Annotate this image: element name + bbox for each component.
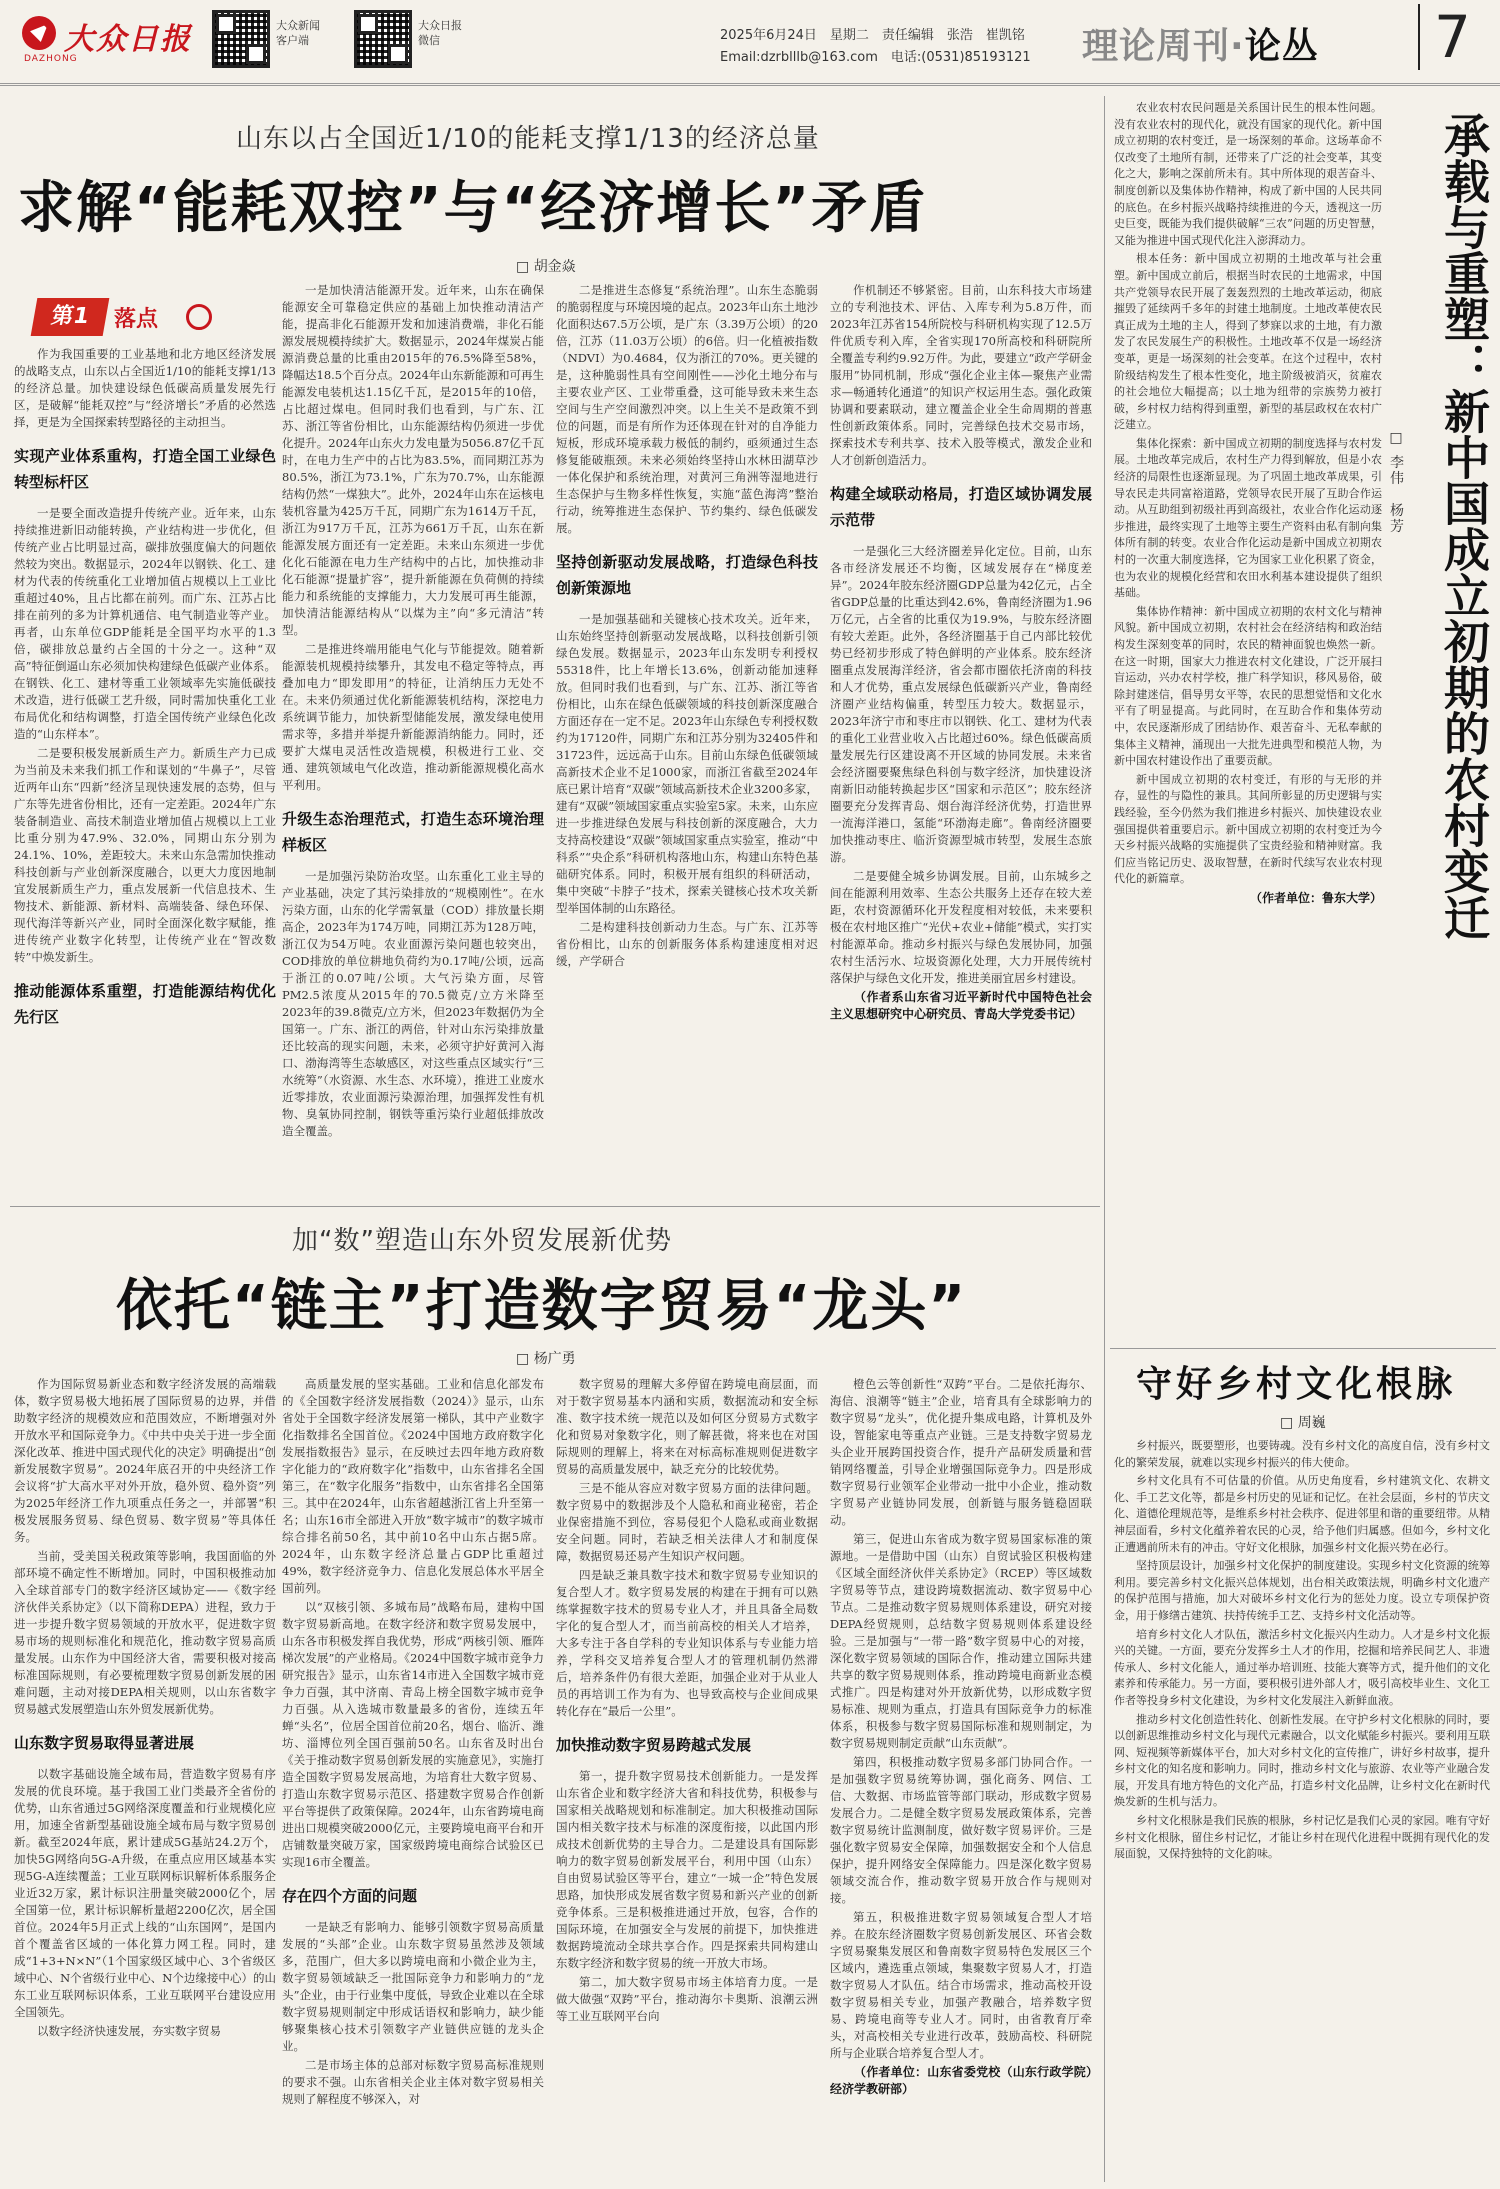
author-note: （作者单位：山东省委党校（山东行政学院）经济学教研部）: [830, 2065, 1092, 2096]
subheading: 坚持创新驱动发展战略，打造绿色科技创新策源地: [556, 553, 818, 597]
article4-body: [1114, 1438, 1490, 2182]
article2-headline[interactable]: 依托“链主”打造数字贸易“龙头”: [116, 1274, 968, 1339]
paragraph: 坚持顶层设计，加强乡村文化保护的制度建设。实现乡村文化资源的统筹利用。要完善乡村文化振兴总体规划，出台相关政策法规，明确乡村文化遗产的保护范围与措施，加大对破坏乡村文化行为的惩处力度。设立专项保护资金，用于修缮古建筑、扶持传统手工艺、支持乡村文化活动等。: [1114, 1559, 1490, 1622]
paragraph: 当前，受美国关税政策等影响，我国面临的外部环境不确定性不断增加。同时，中国积极推动加入全球首部专门的数字经济区域协定——《数字经济伙伴关系协定》（以下简称DEPA）进程，致力于进一步提升数字贸易领域的开放水平，促进数字贸易市场的规则标准化和规范化，推动数字贸易高质量发展。山东作为中国经济大省，需要积极对接高标准国际规则，有必要梳理数字贸易创新发展的困难问题，主动对接DEPA相关规则，以山东省数字贸易越式发展塑造山东外贸发展新优势。: [14, 1549, 276, 1716]
divider: [10, 1206, 1100, 1207]
newspaper-logo[interactable]: [22, 14, 192, 64]
paragraph: 二是市场主体的总部对标数字贸易高标准规则的要求不强。山东省相关企业主体对数字贸易相关规则了解程度不够深入，对: [282, 2058, 544, 2106]
subheading: 加快推动数字贸易跨越式发展: [556, 1736, 752, 1754]
paragraph: 第四，积极推动数字贸易多部门协同合作。一是加强数字贸易统筹协调，强化商务、网信、工信、大数据、市场监管等部门联动，形成数字贸易发展合力。二是健全数字贸易发展政策体系，完善数字贸易统计监测制度，做好数字贸易评价。三是强化数字贸易安全保障，加强数据安全和个人信息保护，提升网络安全保障能力。四是深化数字贸易领域交流合作，推动数字贸易开放合作与规则对接。: [830, 1755, 1092, 1905]
author-note: （作者系山东省习近平新时代中国特色社会主义思想研究中心研究员、青岛大学党委书记）: [830, 990, 1092, 1021]
article1-column-2: [282, 282, 544, 1192]
masthead: [0, 0, 1500, 86]
section-name: 论丛: [1244, 26, 1319, 67]
article3-body: [1114, 100, 1382, 1340]
subheading: 山东数字贸易取得显著进展: [14, 1734, 195, 1752]
subheading: 实现产业体系重构，打造全国工业绿色转型标杆区: [14, 447, 276, 491]
section-prefix: 理论周刊: [1082, 26, 1231, 67]
logo-subtext: DAZHONG: [24, 54, 78, 64]
paragraph: 根本任务：新中国成立初期的土地改革与社会重塑。新中国成立前后，根据当时农民的土地需求，中国共产党领导农民开展了轰轰烈烈的土地改革运动，彻底摧毁了延续两千多年的封建土地制度。土地改革使农民真正成为土地的主人，得到了梦寐以求的土地，有力激发了农民发展生产的积极性。土地改革不仅是一场经济变革，更是一场深刻的社会变革。在这个过程中，农村阶级结构发生了根本性变化，地主阶级被消灭，贫雇农的社会地位大幅提高；以土地为纽带的宗族势力被打破，乡村权力结构得到重塑，新型的基层政权在农村广泛建立。: [1114, 252, 1382, 432]
paragraph: 二是要健全城乡协调发展。目前，山东城乡之间在能源利用效率、生态公共服务上还存在较大差距，农村资源循环化开发程度相对较低，未来要积极在农村地区推广“光伏+农业+储能”模式，实打实村能源革命。推动乡村振兴与绿色发展协同，加强农村生活污水、垃圾资源化处理，大力开展传统村落保护与绿色文化开发，推进美丽宜居乡村建设。: [830, 869, 1092, 985]
article2-byline: □ 杨广勇: [516, 1348, 576, 1368]
paragraph: 数字贸易的理解大多停留在跨境电商层面，而对于数字贸易基本内涵和实质，数据流动和安全标准、数字技术统一规范以及如何区分贸易方式数字化和贸易对象数字化，则了解甚微，将来也在对国际规则的理解上，将来在对标高标准规则促进数字贸易的高质量发展中，缺乏充分的比较优势。: [556, 1377, 818, 1476]
paragraph: 作为国际贸易新业态和数字经济发展的高端载体，数字贸易极大地拓展了国际贸易的边界，并借助数字经济的规模效应和范围效应，不断增强对外开放水平和国际竞争力。《中共中央关于进一步全面深化改革、推进中国式现代化的决定》明确提出“创新发展数字贸易”。2024年底召开的中央经济工作会议将“扩大高水平对外开放，稳外贸、稳外资”列为2025年经济工作九项重点任务之一，并部署“积极发展服务贸易、绿色贸易、数字贸易”等具体任务。: [14, 1377, 276, 1544]
paragraph: 作机制还不够紧密。目前，山东科技大市场建立的专利池技术、评估、入库专利为5.8万件，而2023年江苏省154所院校与科研机构实现了12.5万件优质专利入库，全省实现170所高校和科研院所全覆盖专利约9.92万件。为此，要建立“政产学研金服用”协同机制，形成“强化企业主体—聚焦产业需求—畅通转化通道”的知识产权运用生态。强化政策协调和要素联动，建立覆盖企业全生命周期的普惠性创新政策体系。同时，完善绿色技术交易市场，探索技术专利共享、技术入股等模式，激发企业和人才创新创造活力。: [830, 283, 1092, 467]
qr-label-wechat: 大众日报 微信: [418, 19, 462, 47]
paragraph: 一是强化三大经济圈差异化定位。目前，山东各市经济发展还不均衡，区域发展存在“梯度差异”。2024年胶东经济圈GDP总量为42亿元，占全省GDP总量的比重达到42.6%，鲁南经济圈为1.96万亿元，占全省的比重仅为19.9%，与胶东经济圈有较大差距。此外，各经济圈基于自己内部比较优势已经初步形成了特色鲜明的产业体系。胶东经济圈重点发展海洋经济，省会都市圈依托济南的科技和人才优势，重点发展绿色低碳新兴产业，鲁南经济圈产业结构偏重，转型压力较大。数据显示，2023年济宁市和枣庄市以钢铁、化工、建材为代表的重化工业营业收入占比超过60%。绿色低碳高质量发展先行区建设离不开区域的协同发展。未来省会经济圈要聚焦绿色科创与数字经济，加快建设济南新旧动能转换起步区“国家和示范区”；胶东经济圈要充分发挥青岛、烟台海洋经济优势，打造世界一流海洋港口，氢能“环渤海走廊”。鲁南经济圈要加快推动枣庄、临沂资源型城市转型，发展生态旅游。: [830, 544, 1092, 864]
paragraph: 二是要积极发展新质生产力。新质生产力已成为当前及未来我们抓工作和谋划的“牛鼻子”，尽管近两年山东“四新”经济呈现快速发展的态势，但与广东等先进省份相比，还有一定差距。2024年广东装备制造业、高技术制造业增加值占规模以上工业比重分别为47.9%、32.0%，同期山东分别为24.1%、10%，差距较大。未来山东急需加快推动科技创新与产业创新深度融合，以更大力度因地制宜发展新质生产力，重点发展新一代信息技术、生物技术、新能源、新材料、高端装备、绿色环保、现代海洋等新兴产业，同时全面深化数字赋能，推进传统产业数字化转型，让传统产业在“智改数转”中焕发新生。: [14, 746, 276, 964]
paragraph: 三是不能从容应对数字贸易方面的法律问题。数字贸易中的数据涉及个人隐私和商业秘密，若企业保密措施不到位，容易侵犯个人隐私或商业数据安全问题。同时，若缺乏相关法律人才和制度保障，数据贸易还易产生知识产权问题。: [556, 1481, 818, 1563]
paragraph: 以“双核引领、多城布局”战略布局，建构中国数字贸易新高地。在数字经济和数字贸易发展中，山东各市积极发挥自我优势，形成“两核引领、雁阵梯次发展”的产业格局。《2024中国数字城市竞争力研究报告》显示，山东省14市进入全国数字城市竞争力百强，其中济南、青岛上榜全国数字城市竞争力百强。从入选城市数量最多的省份，连续五年蝉“头名”，位居全国首位前20名，烟台、临沂、潍坊、淄博位列全国百强前50名。山东省及时出台《关于推动数字贸易创新发展的实施意见》，实施打造全国数字贸易发展高地，为培育壮大数字贸易、打造山东数字贸易示范区、搭建数字贸易合作创新平台等提供了政策保障。2024年，山东省跨境电商进出口规模突破2000亿元，主要跨境电商平台和开店铺数量突破万家，国家级跨境电商综合试验区已实现16市全覆盖。: [282, 1600, 544, 1869]
subheading: 升级生态治理范式，打造生态环境治理样板区: [282, 810, 544, 854]
contact-line: Email:dzrblllb@163.com 电话:(0531)85193121: [720, 50, 1031, 65]
subheading: 构建全域联动格局，打造区域协调发展示范带: [830, 485, 1092, 529]
paragraph: 集体化探索：新中国成立初期的制度选择与农村发展。土地改革完成后，农村生产力得到解放，但是小农经济的局限性也逐渐显现。为了巩固土地改革成果，引导农民走共同富裕道路，党领导农民开展了互助合作运动。从互助组到初级社再到高级社，农业合作化运动逐步推进，最终实现了土地等主要生产资料由私有制向集体所有制的转变。农业合作化运动是新中国成立初期农村的一次重大制度选择，它为国家工业化积累了资金，也为农业的规模化经营和农田水利基本建设提供了组织基础。: [1114, 436, 1382, 600]
paragraph: 二是构建科技创新动力生态。与广东、江苏等省份相比，山东的创新服务体系构建速度相对迟缓，产学研合: [556, 920, 818, 968]
qr-code-icon[interactable]: [354, 10, 412, 68]
article1-headline[interactable]: 求解“能耗双控”与“经济增长”矛盾: [18, 176, 928, 241]
article1-byline: □ 胡金焱: [516, 256, 576, 276]
qr-label-app: 大众新闻 客户端: [276, 19, 320, 47]
paragraph: 乡村文化根脉是我们民族的根脉，乡村记忆是我们心灵的家园。唯有守好乡村文化根脉，留住乡村记忆，才能让乡村在现代化进程中既拥有现代化的发展面貌，又保持独特的文化韵味。: [1114, 1814, 1490, 1861]
paragraph: 第三，促进山东省成为数字贸易国家标准的策源地。一是借助中国（山东）自贸试验区积极构建《区域全面经济伙伴关系协定》（RCEP）等区域数字贸易等节点，建设跨境数据流动、数字贸易中心节点。二是推动数字贸易规则体系建设，研究对接DEPA经贸规则，总结数字贸易规则体系建设经验。三是加强与“一带一路”数字贸易中心的对接，深化数字贸易领域的国际合作，推动建立国际共建共享的数字贸易规则体系，推动跨境电商新业态模式推广。四是构建对外开放新优势，以形成数字贸易标准、规则为重点，打造具有国际竞争力的标准体系，积极参与数字贸易国际标准和规则制定，为数字贸易规则制定贡献“山东贡献”。: [830, 1532, 1092, 1750]
paragraph: 以数字经济快速发展，夯实数字贸易: [37, 2024, 221, 2038]
paragraph: 农业农村农民问题是关系国计民生的根本性问题。没有农业农村的现代化，就没有国家的现代化。新中国成立初期的农村变迁，是一场深刻的革命。这场革命不仅改变了土地所有制，还带来了广泛的社会变革，其变化之大，影响之深前所未有。其中所体现的艰苦奋斗、制度创新以及集体协作精神，构成了新中国的人民共同的底色。在乡村振兴战略持续推进的今天，透视这一历史巨变，既能为我们提供破解“三农”问题的历史智慧，又能为推进中国式现代化注入澎湃动力。: [1114, 101, 1382, 247]
paragraph: 第五，积极推进数字贸易领域复合型人才培养。在胶东经济圈数字贸易创新发展区、环省会数字贸易聚集发展区和鲁南数字贸易特色发展区三个区域内，遴选重点领域，集聚数字贸易人才，打造数字贸易人才队伍。结合市场需求，推动高校开设数字贸易相关专业，加强产教融合，培养数字贸易、跨境电商等专业人才。同时，由省教育厅牵头，对高校相关专业进行改革，鼓励高校、科研院所与企业联合培养复合型人才。: [830, 1910, 1092, 2060]
paragraph: 一是缺乏有影响力、能够引领数字贸易高质量发展的“头部”企业。山东数字贸易虽然涉及领域多，范围广，但大多以跨境电商和小微企业为主，数字贸易领域缺乏一批国际竞争力和影响力的“龙头”企业，由于行业集中度低，导致企业难以在全球数字贸易规则制定中形成话语权和影响力，缺少能够聚集核心技术引领数字产业链供应链的龙头企业。: [282, 1920, 544, 2053]
paragraph: 新中国成立初期的农村变迁，有形的与无形的并存，显性的与隐性的兼具。其间所彰显的历史逻辑与实践经验，至今仍然为我们推进乡村振兴、加快建设农业强国提供着重要启示。新中国成立初期的农村变迁为今天乡村振兴战略的实施提供了宝贵经验和精神财富。我们应当铭记历史、汲取智慧，在新时代续写农业农村现代化的新篇章。: [1114, 772, 1382, 886]
qr-code-icon[interactable]: [212, 10, 270, 68]
paragraph: 一是加强基础和关键核心技术攻关。近年来，山东始终坚持创新驱动发展战略，以科技创新引领绿色发展。数据显示，2023年山东发明专利授权55318件，比上年增长13.6%，创新动能加速释放。但同时我们也看到，与广东、江苏、浙江等省份相比，山东在绿色低碳领域的科技创新深度融合方面还存在一定不足。2023年山东绿色专利授权数约为17120件，同期广东和江苏分别为32405件和31723件，远远高于山东。目前山东绿色低碳领域高新技术企业不足1000家，而浙江省截至2024年底已累计培育“双碳”领域高新技术企业3200多家，建有“双碳”领域国家重点实验室5家。未来，山东应进一步推进绿色发展与科技创新的深度融合，大力支持高校建设“双碳”领域国家重点实验室，推动“中科系”“央企系”科研机构落地山东，构建山东特色基础研究体系。同时，积极开展有组织的科研活动，集中突破“卡脖子”技术，探索关键核心技术攻关新型举国体制的山东路径。: [556, 612, 818, 915]
column-divider: [1104, 96, 1105, 2182]
author-note: （作者单位：鲁东大学）: [1249, 890, 1382, 905]
paragraph: 第二，加大数字贸易市场主体培育力度。一是做大做强“双跨”平台，推动海尔卡奥斯、浪潮云洲等工业互联网平台向: [556, 1975, 818, 2023]
paragraph: 以数字基础设施全域布局，营造数字贸易有序发展的优良环境。基于我国工业门类最齐全省份的优势，山东省通过5G网络深度覆盖和行业规模化应用，加速全省新型基础设施全域布局与数字贸易创新。截至2024年底，累计建成5G基站24.2万个，加快5G网络向5G-A升级，在重点应用区域基本实现5G-A连续覆盖；工业互联网标识解析体系服务企业近32万家，累计标识注册量突破2000亿个，居全国第一位，累计标识解析量超2200亿次，居全国首位。2024年5月正式上线的“山东国网”，是国内首个覆盖省区域的一体化算力网工程。同时，建成“1+3+N×N”（1个国家级区域中心、3个省级区域中心、N个省级行业中心、N个边缘接中心）的山东工业互联网标识体系，工业互联网平台建设应用全国领先。: [14, 1767, 276, 2019]
paragraph: 高质量发展的坚实基础。工业和信息化部发布的《全国数字经济发展指数（2024）》显示，山东省处于全国数字经济发展第一梯队，其中产业数字化指数排名全国首位。《2024中国地方政府数字化发展指数报告》显示，在反映过去四年地方政府数字化能力的“政府数字化”指数中，山东省排名全国第三，在“数字化服务”指数中，山东省排名全国第三。其中在2024年，山东省超越浙江省上升至第一名；山东16市全部进入开放“数字城市”的数字城市综合排名前50名，其中前10名中山东占据5席。2024年，山东数字经济总量占GDP比重超过49%，数字经济竞争力、信息化发展总体水平居全国前列。: [282, 1377, 544, 1595]
paragraph: 二是推进生态修复“系统治理”。山东生态脆弱的脆弱程度与环境因境的起点。2023年山东土地沙化面积达67.5万公顷，是广东（3.39万公顷）的20倍，江苏（11.03万公顷）的6倍。归一化植被指数（NDVI）为0.4684，仅为浙江的70%。更关键的是，这种脆弱性具有空间刚性——沙化土地分布与主要农业产区、工业带重叠，这可能导致未来生态空间与生产空间激烈冲突。以上生关不是政策不到位的问题，而是有所作为还体现在针对的自净能力短板，形成环境承载力极低的制约，亟须通过生态修复能破瓶颈。未来必须始终坚持山水林田湖草沙一体化保护和系统治理，对黄河三角洲等湿地进行生态保护与生物多样性恢复，实施“蓝色海湾”整治行动，统筹推进生态保护、节约集约、绿色低碳发展。: [556, 283, 818, 535]
subheading: 存在四个方面的问题: [282, 1887, 418, 1905]
article1-column-4: [830, 282, 1092, 1192]
divider: [1110, 1348, 1496, 1349]
article2-column-4: [830, 1376, 1092, 2182]
article4-title[interactable]: 守好乡村文化根脉: [1136, 1363, 1457, 1405]
article2-kicker: 加“数”塑造山东外贸发展新优势: [292, 1226, 672, 1256]
article2-column-1: [14, 1376, 276, 2182]
section-dot: ·: [1230, 26, 1245, 67]
paragraph: 一是要全面改造提升传统产业。近年来，山东持续推进新旧动能转换，产业结构进一步优化，但传统产业占比明显过高，碳排放强度偏大的问题依然较为突出。数据显示，2024年以钢铁、化工、建材为代表的传统重化工业增加值占规模以上工业比重超过40%，且占比都在前列。而广东、江苏占比排在前列的多为计算机通信、电气制造业等产业。再者，山东单位GDP能耗是全国平均水平的1.3倍，碳排放总量约占全国的十分之一。这种“双高”特征倒逼山东必须加快构建绿色低碳产业体系。在钢铁、化工、建材等重工业领域率先实施低碳技术改造，进行低碳工艺升级，同时需加快重化工业布局优化和结构调整，打造全国传统产业绿色化改造的“山东样本”。: [14, 506, 276, 741]
paragraph: 乡村文化具有不可估量的价值。从历史角度看，乡村建筑文化、农耕文化、手工艺文化等，都是乡村历史的见证和记忆。在社会层面，乡村的节庆文化、道德伦理规范等，是维系乡村社会秩序、促进邻里和谐的重要纽带。从精神层面看，乡村文化蕴养着农民的心灵，给予他们归属感。但如今，乡村文化正遭遇前所未有的冲击。守好文化根脉，加强乡村文化振兴势在必行。: [1114, 1474, 1490, 1554]
article3-title[interactable]: 承载与重塑：新中国成立初期的农村变迁: [1437, 112, 1491, 940]
paragraph: 二是推进终端用能电气化与节能提效。随着新能源装机规模持续攀升，其发电不稳定等特点，再叠加电力“即发即用”的特征，让消纳压力无处不在。未来仍须通过优化新能源装机结构，深挖电力系统调节能力，加快新型储能发展，激发绿电使用需求等，多措并举提升新能源消纳能力。同时，还要扩大煤电灵活性改造规模，积极进行工业、交通、建筑领域电气化改造，推动新能源规模化高水平利用。: [282, 642, 544, 792]
section-title: [1082, 18, 1319, 69]
byline-text: 李伟 杨芳: [1388, 454, 1404, 535]
paragraph: 集体协作精神：新中国成立初期的农村文化与精神风貌。新中国成立初期，农村社会在经济结构和政治结构发生深刻变革的同时，农民的精神面貌也焕然一新。在这一时期，国家大力推进农村文化建设，广泛开展扫盲运动，兴办农村学校，推广科学知识，移风易俗，破除封建迷信，倡导男女平等，农民的思想觉悟和文化水平有了明显提高。与此同时，在互助合作和集体劳动中，农民逐渐形成了团结协作、艰苦奋斗、无私奉献的集体主义精神，涌现出一大批先进典型和模范人物，为新中国农村建设作出了重要贡献。: [1114, 604, 1382, 768]
paragraph: 乡村振兴，既要塑形，也要铸魂。没有乡村文化的高度自信，没有乡村文化的繁荣发展，就难以实现乡村振兴的伟大使命。: [1114, 1439, 1490, 1469]
logo-text: 大众日报: [64, 22, 192, 57]
article1-badge: [34, 298, 184, 338]
paragraph: 第一，提升数字贸易技术创新能力。一是发挥山东省企业和数字经济大省和科技优势，积极参与国家相关战略规划和标准制定。加大积极推动国际国内相关数字技术与标准的深度衔接，以此国内形成技术创新优势的主导合力。二是建设具有国际影响力的数字贸易创新发展平台，利用中国（山东）自由贸易试验区等平台，建立“一城一企”特色发展思路，加快形成发展省数字贸易和新兴产业的创新竞争体系。三是积极推进通过开放，包容，合作的国际环境，在加强安全与发展的前提下，加快推进数据跨境流动全球共享合作。四是探索共同构建山东数字经济和数字贸易的统一开放大市场。: [556, 1769, 818, 1970]
paragraph: 四是缺乏兼具数字技术和数字贸易专业知识的复合型人才。数字贸易发展的构建在于拥有可以熟练掌握数字技术的贸易专业人才，并且具备全局数字化的复合型人才，而当前高校的相关人才培养，大多专注于各自学科的专业知识体系与专业能力培养，学科交叉培养复合型人才的管理机制仍然滞后，培养条件仍有很大差距，加强企业对于从业人员的再培训工作为有为、也导致高校与企业间成果转化存在“最后一公里”。: [556, 1568, 818, 1718]
target-icon: [186, 304, 212, 330]
paragraph: 一是加快清洁能源开发。近年来，山东在确保能源安全可靠稳定供应的基础上加快推动清洁产能，提高非化石能源开发和加速消费端，非化石能源发展规模持续扩大。数据显示，2024年煤炭占能源消费总量的比重由2015年的76.5%降至58%，降幅达18.5个百分点。2024年山东新能源和可再生能源发电装机达1.15亿千瓦，是2015年的10倍，占比超过煤电。但同时我们也看到，与广东、江苏、浙江等省份相比，山东能源结构仍须进一步优化提升。2024年山东火力发电量为5056.87亿千瓦时，在电力生产中的占比为83.5%，而同期江苏为80.5%，浙江为73.1%，广东为70.7%，山东能源结构仍然“一煤独大”。此外，2024年山东在运核电装机容量为425万千瓦，同期广东为1614万千瓦，浙江为917万千瓦，江苏为661万千瓦，山东在新能源发展方面还有一定差距。未来山东须进一步优化化石能源在电力生产结构中的占比，加快推动非化石能源“提量扩容”，提升新能源在负荷侧的持续能力和系统能的支撑能力，大力发展可再生能源，加快清洁能源结构从“以煤为主”向“多元清洁”转型。: [282, 283, 544, 637]
article1-column-3: [556, 282, 818, 1192]
article2-column-3: [556, 1376, 818, 2182]
subheading: 推动能源体系重塑，打造能源结构优化先行区: [14, 982, 276, 1026]
paragraph: 培育乡村文化人才队伍，激活乡村文化振兴内生动力。人才是乡村文化振兴的关键。一方面，要充分发挥乡土人才的作用，挖掘和培养民间艺人、非遗传承人、乡村文化能人，通过举办培训班、技能大赛等方式，提升他们的文化素养和传承能力。另一方面，要积极引进外部人才，吸引高校毕业生、文化工作者等投身乡村文化建设，为乡村文化发展注入新鲜血液。: [1114, 1627, 1490, 1707]
badge-text: 落点: [114, 307, 159, 332]
date-editor-line: 2025年6月24日 星期二 责任编辑 张浩 崔凯铭: [720, 28, 1025, 43]
article3-byline: □ 李伟 杨芳: [1388, 430, 1404, 535]
logo-mark-icon: [22, 16, 56, 50]
page-number: 7: [1418, 4, 1471, 70]
article1-column-1: [14, 346, 276, 1192]
paragraph: 作为我国重要的工业基地和北方地区经济发展的战略支点，山东以占全国近1/10的能耗支撑1/13的经济总量。加快建设绿色低碳高质量发展先行区，是破解“能耗双控”与“经济增长”矛盾的必然选择，更是为全国探索转型路径的主动担当。: [14, 347, 276, 429]
paragraph: 橙色云等创新性“双跨”平台。二是依托海尔、海信、浪潮等“链主”企业，培育具有全球影响力的数字贸易“龙头”，优化提升集成电路，计算机及外设，智能家电等重点产业链。三是支持数字贸易龙头企业开展跨国投资合作，提升产品研发质量和营销网络覆盖，引导企业增强国际竞争力。四是形成数字贸易行业领军企业带动一批中小企业，推动数字贸易产业链协同发展，创新链与服务链稳固联动。: [830, 1377, 1092, 1527]
badge-number: 第1: [31, 298, 110, 336]
paragraph: 推动乡村文化创造性转化、创新性发展。在守护乡村文化根脉的同时，要以创新思维推动乡村文化与现代元素融合，以文化赋能乡村振兴。要利用互联网、短视频等新媒体平台，加大对乡村文化的宣传推广，讲好乡村故事，提升乡村文化的知名度和影响力。同时，推动乡村文化与旅游、农业等产业融合发展，开发具有地方特色的文化产品，打造乡村文化品牌，让乡村文化在新时代焕发新的生机与活力。: [1114, 1712, 1490, 1809]
article1-kicker: 山东以占全国近1/10的能耗支撑1/13的经济总量: [236, 124, 820, 154]
paragraph: 一是加强污染防治攻坚。山东重化工业主导的产业基础，决定了其污染排放的“规模刚性”。在水污染方面，山东的化学需氧量（COD）排放量长期高企，2023年为174万吨，同期江苏为128万吨，浙江仅为54万吨。农业面源污染问题也较突出，COD排放的单位耕地负荷约为0.17吨/公顷，远高于浙江的0.07吨/公顷。大气污染方面，尽管PM2.5浓度从2015年的70.5微克/立方米降至2023年的39.8微克/立方米，但2023年数据仍为全国第一。广东、浙江的两倍，针对山东污染排放量还比较高的现实问题，未来，必须守护好黄河入海口、渤海湾等生态敏感区，对这些重点区域实行“三水统筹”（水资源、水生态、水环境），推进工业废水近零排放，农业面源污染源治理，加强挥发性有机物、臭氧协同控制，钢铁等重污染行业超低排放改造全覆盖。: [282, 869, 544, 1138]
article2-column-2: [282, 1376, 544, 2182]
article4-byline: □ 周巍: [1280, 1412, 1326, 1432]
